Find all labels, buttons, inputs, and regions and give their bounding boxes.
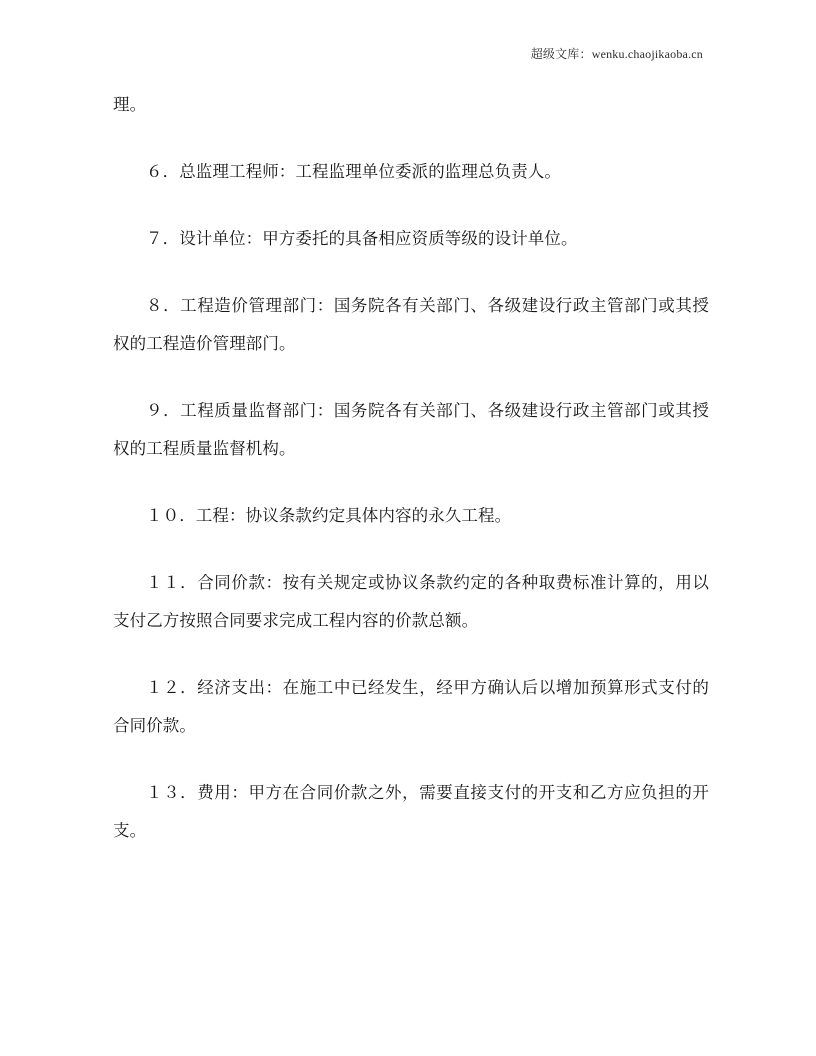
paragraph-item-11: １１．合同价款：按有关规定或协议条款约定的各种取费标准计算的，用以支付乙方按照合同要求完成工程内容的价款总额。	[113, 573, 709, 630]
paragraph-item-12: １２．经济支出：在施工中已经发生，经甲方确认后以增加预算形式支付的合同价款。	[113, 678, 709, 735]
paragraph-item-9: ９．工程质量监督部门：国务院各有关部门、各级建设行政主管部门或其授权的工程质量监督机构。	[113, 401, 709, 458]
paragraph-item-8: ８．工程造价管理部门：国务院各有关部门、各级建设行政主管部门或其授权的工程造价管理部门。	[113, 296, 709, 353]
paragraph-item-10: １０．工程：协议条款约定具体内容的永久工程。	[146, 506, 512, 525]
paragraph-continuation: 理。	[113, 95, 147, 114]
document-body	[113, 86, 709, 850]
page-header-watermark: 超级文库：wenku.chaojikaoba.cn	[530, 47, 703, 61]
paragraph-item-13: １３．费用：甲方在合同价款之外，需要直接支付的开支和乙方应负担的开支。	[113, 783, 709, 840]
paragraph-item-6: ６．总监理工程师：工程监理单位委派的监理总负责人。	[146, 162, 561, 181]
paragraph-item-7: ７．设计单位：甲方委托的具备相应资质等级的设计单位。	[146, 229, 578, 248]
